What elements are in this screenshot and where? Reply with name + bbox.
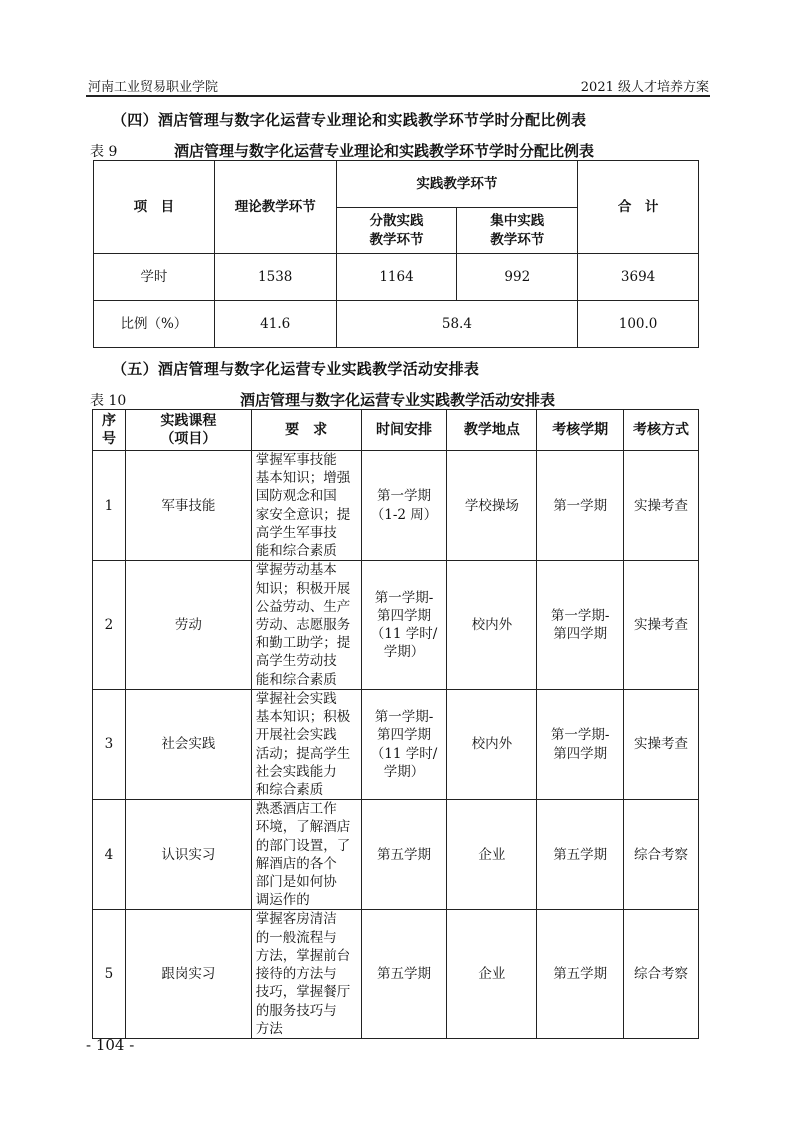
table-row — [93, 800, 699, 910]
requirement-line: 接待的方法与 — [255, 966, 337, 983]
table-9-number: 表 9 — [90, 144, 118, 160]
requirement-line: 和综合素质 — [255, 781, 324, 798]
row-course: 认识实习 — [125, 800, 251, 910]
requirement-line: 方法 — [255, 1020, 283, 1037]
t9-header-item: 项 目 — [94, 161, 215, 254]
row-exam-method: 实操考查 — [624, 451, 699, 561]
row-exam-term — [537, 800, 624, 910]
t10-header-course-line1: 实践课程 — [160, 412, 217, 429]
exam-term-line: 第四学期 — [553, 626, 608, 643]
row-time — [361, 800, 447, 910]
requirement-line: 的部门设置，了 — [255, 837, 351, 854]
t9-header-dispersed — [336, 208, 457, 254]
row-time — [361, 451, 447, 561]
exam-term-line: 第一学期 — [553, 497, 608, 514]
requirement-line: 的一般流程与 — [255, 929, 337, 946]
row-exam-method: 实操考查 — [624, 561, 699, 690]
t9-hours-concentrated: 992 — [457, 254, 578, 301]
row-place: 校内外 — [447, 561, 537, 690]
row-seq: 4 — [93, 800, 126, 910]
t10-header-seq-line2: 号 — [101, 431, 116, 447]
row-course: 军事技能 — [125, 451, 251, 561]
row-requirement — [251, 689, 361, 799]
requirement-line: 基本知识；积极 — [255, 709, 351, 726]
t9-header-concentrated-line2: 教学环节 — [490, 231, 545, 248]
t9-ratio-label: 比例（%） — [94, 301, 215, 348]
t10-header-requirement: 要 求 — [251, 410, 361, 451]
table-9 — [93, 160, 699, 348]
requirement-line: 能和综合素质 — [255, 671, 337, 688]
requirement-line: 社会实践能力 — [255, 763, 337, 780]
row-exam-term — [537, 451, 624, 561]
requirement-line: 基本知识；增强 — [255, 470, 351, 487]
table-row — [93, 561, 699, 690]
exam-term-line: 第五学期 — [553, 846, 608, 863]
row-exam-method: 实操考查 — [624, 689, 699, 799]
time-line: （11 学时/ — [370, 626, 438, 643]
t10-header-time: 时间安排 — [361, 410, 447, 451]
row-exam-term — [537, 689, 624, 799]
t9-header-concentrated — [457, 208, 578, 254]
requirement-line: 知识；积极开展 — [255, 580, 351, 597]
t9-hours-label: 学时 — [94, 254, 215, 301]
requirement-line: 技巧，掌握餐厅 — [255, 984, 351, 1001]
row-requirement — [251, 451, 361, 561]
row-time — [361, 910, 447, 1039]
header-rule — [86, 95, 710, 97]
row-exam-term — [537, 910, 624, 1039]
row-course: 劳动 — [125, 561, 251, 690]
t10-header-exam-method: 考核方式 — [624, 410, 699, 451]
table-10 — [92, 409, 699, 1039]
row-seq: 2 — [93, 561, 126, 690]
time-line: 第一学期- — [374, 709, 434, 726]
exam-term-line: 第四学期 — [553, 745, 608, 762]
t10-header-seq — [93, 410, 126, 451]
requirement-line: 掌握客房清洁 — [255, 911, 337, 928]
t9-ratio-practice: 58.4 — [336, 301, 578, 348]
t10-header-seq-line1: 序 — [101, 412, 116, 429]
exam-term-line: 第一学期- — [550, 727, 610, 744]
row-requirement — [251, 800, 361, 910]
t9-header-theory: 理论教学环节 — [214, 161, 336, 254]
requirement-line: 家安全意识；提 — [255, 506, 351, 523]
time-line: 第一学期- — [374, 589, 434, 606]
time-line: 第四学期 — [377, 727, 431, 744]
row-time — [361, 561, 447, 690]
time-line: 第五学期 — [377, 966, 431, 983]
requirement-line: 公益劳动、生产 — [255, 598, 351, 615]
row-requirement — [251, 910, 361, 1039]
table-row — [93, 689, 699, 799]
time-line: 学期） — [383, 763, 425, 780]
requirement-line: 劳动、志愿服务 — [255, 616, 351, 633]
requirement-line: 能和综合素质 — [255, 543, 337, 560]
table-10-number: 表 10 — [90, 393, 127, 409]
table-10-title: 酒店管理与数字化运营专业实践教学活动安排表 — [240, 391, 556, 409]
row-course: 社会实践 — [125, 689, 251, 799]
requirement-line: 掌握劳动基本 — [255, 562, 337, 579]
requirement-line: 高学生劳动技 — [255, 653, 337, 670]
row-seq: 3 — [93, 689, 126, 799]
t9-ratio-theory: 41.6 — [214, 301, 336, 348]
row-place: 学校操场 — [447, 451, 537, 561]
requirement-line: 的服务技巧与 — [255, 1002, 337, 1019]
header-institution: 河南工业贸易职业学院 — [88, 80, 219, 95]
requirement-line: 高学生军事技 — [255, 524, 337, 541]
t9-header-dispersed-line1: 分散实践 — [369, 213, 424, 230]
t9-header-practice: 实践教学环节 — [336, 161, 578, 208]
row-requirement — [251, 561, 361, 690]
requirement-line: 环境，了解酒店 — [255, 819, 351, 836]
exam-term-line: 第五学期 — [553, 966, 608, 983]
time-line: 第四学期 — [377, 607, 431, 624]
row-time — [361, 689, 447, 799]
time-line: （1-2 周） — [370, 506, 438, 523]
requirement-line: 方法，掌握前台 — [255, 947, 351, 964]
header-plan-title: 2021 级人才培养方案 — [580, 80, 709, 95]
t9-header-total: 合 计 — [578, 161, 699, 254]
t10-header-exam-term: 考核学期 — [537, 410, 624, 451]
time-line: 第五学期 — [377, 846, 431, 863]
requirement-line: 熟悉酒店工作 — [255, 801, 337, 818]
row-place: 企业 — [447, 800, 537, 910]
t9-hours-dispersed: 1164 — [336, 254, 457, 301]
requirement-line: 掌握军事技能 — [255, 452, 337, 468]
section-4-heading: （四）酒店管理与数字化运营专业理论和实践教学环节学时分配比例表 — [112, 111, 587, 129]
t9-hours-theory: 1538 — [214, 254, 336, 301]
row-course: 跟岗实习 — [125, 910, 251, 1039]
page-number: - 104 - — [86, 1036, 135, 1054]
t9-hours-total: 3694 — [578, 254, 699, 301]
row-seq: 5 — [93, 910, 126, 1039]
t9-header-concentrated-line1: 集中实践 — [490, 213, 545, 230]
t9-ratio-total: 100.0 — [578, 301, 699, 348]
requirement-line: 部门是如何协 — [255, 874, 337, 891]
time-line: 第一学期 — [377, 488, 431, 505]
table-9-title: 酒店管理与数字化运营专业理论和实践教学环节学时分配比例表 — [174, 142, 595, 160]
t10-header-course — [125, 410, 251, 451]
row-exam-method: 综合考察 — [624, 800, 699, 910]
t9-header-dispersed-line2: 教学环节 — [369, 231, 424, 248]
row-exam-method: 综合考察 — [624, 910, 699, 1039]
requirement-line: 国防观念和国 — [255, 488, 337, 505]
row-place: 企业 — [447, 910, 537, 1039]
requirement-line: 调运作的 — [255, 892, 310, 909]
requirement-line: 活动；提高学生 — [255, 745, 351, 762]
row-exam-term — [537, 561, 624, 690]
requirement-line: 和勤工助学；提 — [255, 635, 351, 652]
table-row — [93, 910, 699, 1039]
exam-term-line: 第一学期- — [550, 607, 610, 624]
time-line: （11 学时/ — [370, 745, 438, 762]
row-place: 校内外 — [447, 689, 537, 799]
table-row — [93, 451, 699, 561]
requirement-line: 掌握社会实践 — [255, 690, 337, 707]
time-line: 学期） — [383, 644, 425, 661]
t10-header-course-line2: （项目） — [160, 431, 217, 447]
row-seq: 1 — [93, 451, 126, 561]
section-5-heading: （五）酒店管理与数字化运营专业实践教学活动安排表 — [112, 360, 480, 378]
requirement-line: 解酒店的各个 — [255, 855, 337, 872]
t10-header-place: 教学地点 — [447, 410, 537, 451]
requirement-line: 开展社会实践 — [255, 727, 337, 744]
t10-body — [93, 451, 699, 1039]
